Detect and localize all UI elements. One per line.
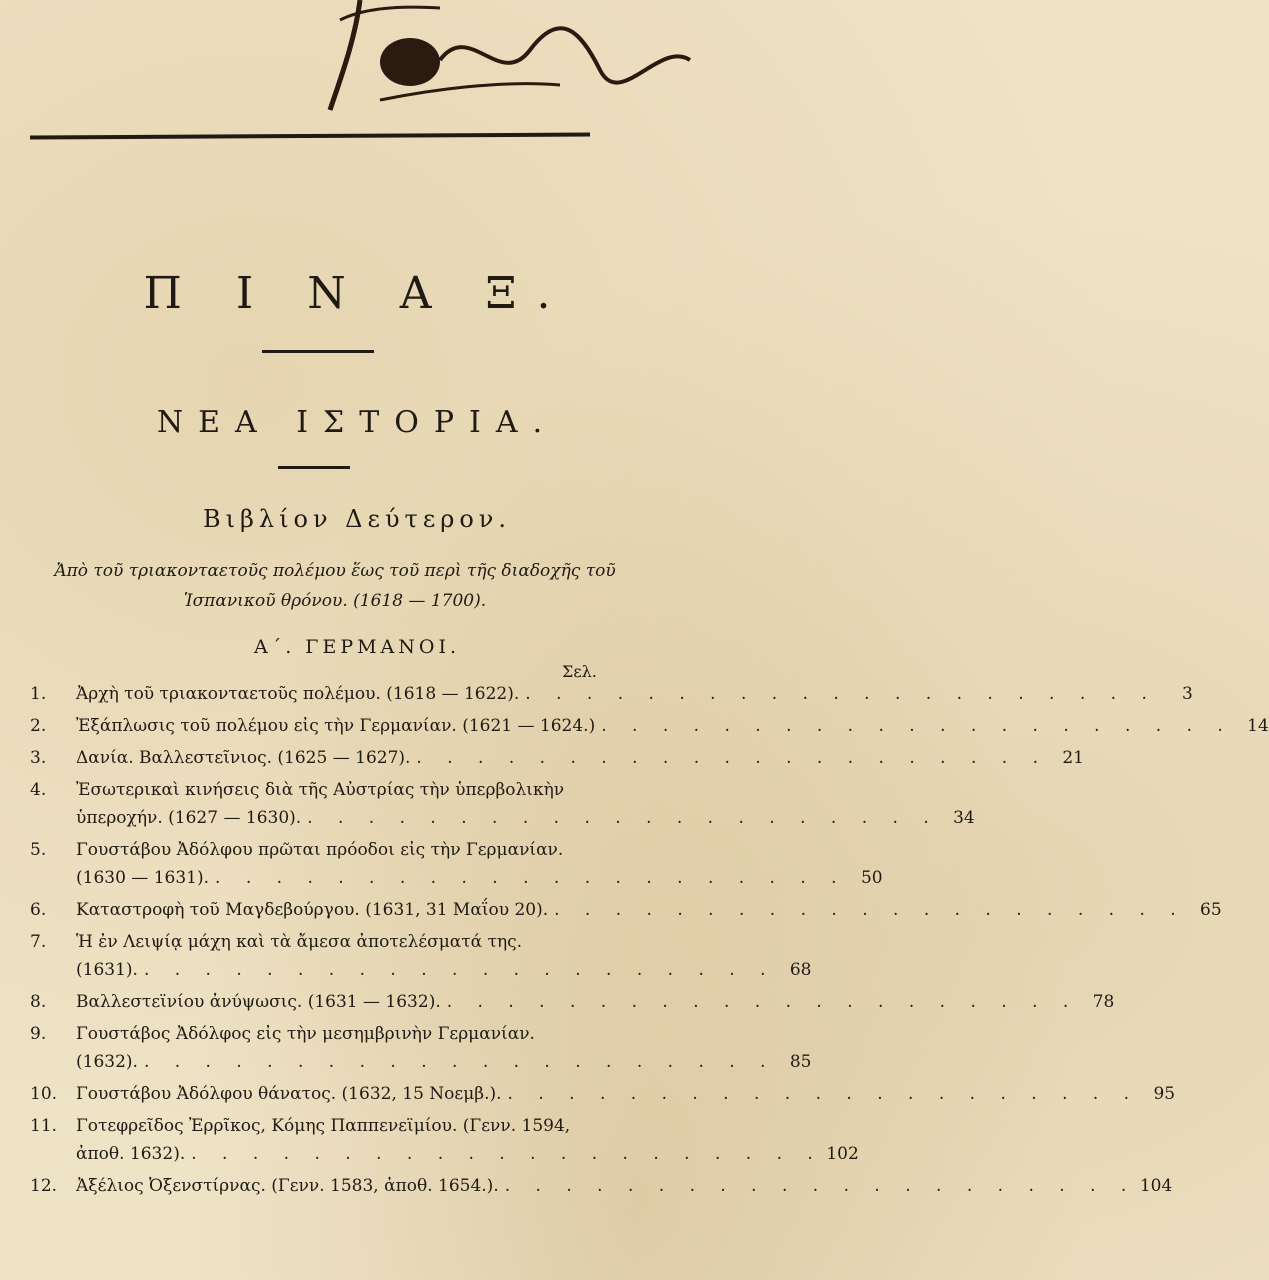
toc-entry-number: 4. <box>30 780 47 800</box>
toc-entry <box>30 1020 812 1076</box>
toc-entry <box>30 988 1115 1016</box>
dot-leader: . . . . . . . . . . . . . . . . . . . . . <box>307 808 939 828</box>
toc-entry-page: 85 <box>789 1052 812 1072</box>
chapter-heading: Α΄. ΓΕΡΜΑΝΟΙ. <box>253 636 461 658</box>
toc-entry-number: 9. <box>30 1024 47 1044</box>
toc-entry-number: 12. <box>30 1176 58 1196</box>
heading-divider <box>278 466 350 469</box>
toc-entry-number: 7. <box>30 932 47 952</box>
toc-entry-text: Δανία. Βαλλεστεῖνιος. (1625 — 1627). <box>76 748 411 768</box>
handwritten-signature <box>300 0 700 130</box>
dot-leader: . . . . . . . . . . . . . . . . . . . . . <box>554 900 1186 920</box>
toc-entry-number: 10. <box>30 1084 58 1104</box>
toc-entry <box>30 712 1269 740</box>
toc-entry-page: 95 <box>1153 1084 1176 1104</box>
toc-entry-page: 78 <box>1092 992 1115 1012</box>
dot-leader: . . . . . . . . . . . . . . . . . . . . . <box>504 1176 1137 1196</box>
toc-entry-page: 102 <box>826 1144 859 1164</box>
toc-entry-page: 14 <box>1247 716 1269 736</box>
toc-entry-page: 104 <box>1139 1176 1173 1196</box>
toc-entry-page: 50 <box>860 868 883 888</box>
toc-entry <box>30 928 812 984</box>
dot-leader: . . . . . . . . . . . . . . . . . . . . . <box>507 1084 1140 1104</box>
toc-entry <box>30 776 975 832</box>
toc-entry-text: Ἐξάπλωσις τοῦ πολέμου εἰς τὴν Γερμανίαν. (1621 — 1624.) <box>76 716 596 736</box>
toc-entry-number: 5. <box>30 840 47 860</box>
dot-leader: . . . . . . . . . . . . . . . . . . . . . <box>446 992 1079 1012</box>
toc-entry <box>30 836 883 892</box>
toc-entry-text: (1632). <box>76 1052 138 1072</box>
toc-entry-page: 3 <box>1182 684 1193 704</box>
toc-entry-text: (1631). <box>76 960 138 980</box>
table-of-contents <box>30 680 1269 1204</box>
dot-leader: . . . . . . . . . . . . . . . . . . . . . <box>143 960 776 980</box>
toc-entry-text: Ἀρχὴ τοῦ τριακονταετοῦς πολέμου. (1618 — 1622). <box>76 684 520 704</box>
toc-entry-text: Γουστάβου Ἀδόλφου θάνατος. (1632, 15 Νοεμβ.). <box>76 1084 502 1104</box>
toc-entry-page: 65 <box>1200 900 1222 920</box>
dot-leader: . . . . . . . . . . . . . . . . . . . . . <box>601 716 1233 736</box>
toc-entry-text: Ἀξέλιος Ὀξενστίρνας. (Γενν. 1583, ἀποθ. 1654.). <box>76 1176 499 1196</box>
toc-entry-text: Γουστάβου Ἀδόλφου πρῶται πρόοδοι εἰς τὴν Γερμανίαν. <box>76 840 564 860</box>
book-heading: Βιβλίον Δεύτερον. <box>202 505 512 533</box>
dot-leader: . . . . . . . . . . . . . . . . . . . . . <box>416 748 1048 768</box>
section-heading: ΝΕΑ ΙΣΤΟΡΙΑ. <box>156 405 558 440</box>
toc-entry-text: Βαλλεστεϊνίου ἀνύψωσις. (1631 — 1632). <box>76 992 441 1012</box>
toc-entry-page: 21 <box>1062 748 1084 768</box>
dot-leader: . . . . . . . . . . . . . . . . . . . . . <box>525 684 1157 704</box>
toc-entry-number: 6. <box>30 900 47 920</box>
toc-entry-number: 11. <box>30 1116 58 1136</box>
page-title: Π Ι Ν Α Ξ. <box>143 268 571 319</box>
toc-entry-number: 1. <box>30 684 47 704</box>
toc-entry-page: 68 <box>789 960 812 980</box>
top-rule <box>30 133 590 140</box>
toc-entry-page: 34 <box>953 808 975 828</box>
toc-entry-text: (1630 — 1631). <box>76 868 210 888</box>
toc-entry-text: ἀποθ. 1632). <box>76 1144 186 1164</box>
toc-entry-text: ὑπεροχήν. (1627 — 1630). <box>76 808 302 828</box>
toc-entry-text: Ἡ ἐν Λειψίᾳ μάχη καὶ τὰ ἄμεσα ἀποτελέσματά της. <box>76 932 523 952</box>
toc-entry-number: 8. <box>30 992 47 1012</box>
toc-entry-number: 2. <box>30 716 47 736</box>
toc-entry-text: Καταστροφὴ τοῦ Μαγδεβούργου. (1631, 31 Μαΐου 20). <box>76 900 549 920</box>
dot-leader: . . . . . . . . . . . . . . . . . . . . . <box>215 868 847 888</box>
toc-entry <box>30 1112 859 1168</box>
title-divider <box>262 350 374 353</box>
toc-entry-text: Γουστάβος Ἀδόλφος εἰς τὴν μεσημβρινὴν Γερμανίαν. <box>76 1024 535 1044</box>
toc-entry <box>30 1172 1173 1200</box>
toc-entry-text: Γοτεφρεῖδος Ἐρρῖκος, Κόμης Παππενεϊμίου. (Γενν. 1594, <box>76 1116 571 1136</box>
toc-entry-text: Ἐσωτερικαὶ κινήσεις διὰ τῆς Αὐστρίας τὴν ὑπερβολικὴν <box>76 780 565 800</box>
page-column-label: Σελ. <box>562 662 597 681</box>
toc-entry <box>30 680 1193 708</box>
toc-entry-number: 3. <box>30 748 47 768</box>
dot-leader: . . . . . . . . . . . . . . . . . . . . . <box>143 1052 776 1072</box>
toc-entry <box>30 1080 1176 1108</box>
period-description: Ἀπὸ τοῦ τριακονταετοῦς πολέμου ἕως τοῦ περὶ τῆς διαδοχῆς τοῦ Ἱσπανικοῦ θρόνου. (1618 — 1700). <box>54 561 616 611</box>
toc-entry <box>30 896 1222 924</box>
dot-leader: . . . . . . . . . . . . . . . . . . . . . <box>191 1144 823 1164</box>
toc-entry <box>30 744 1084 772</box>
